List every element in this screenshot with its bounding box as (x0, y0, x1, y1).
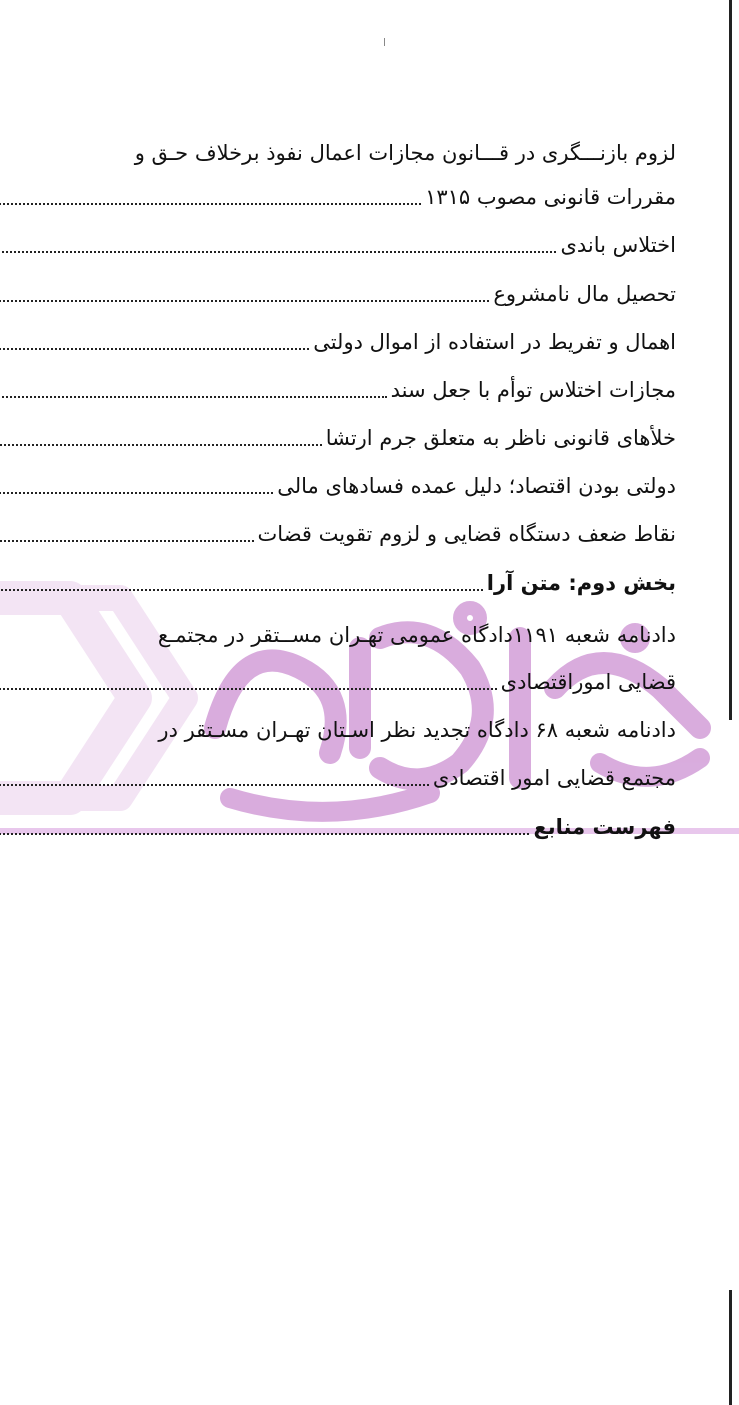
toc-section-entry[interactable] (0, 563, 676, 603)
dot-leader (0, 251, 556, 253)
toc-entry[interactable] (0, 177, 676, 217)
toc-entry[interactable] (0, 662, 676, 702)
toc-entry-title: دادنامه شعبه ۱۱۹۱دادگاه عمومی تهـران مســتقر در مجتمـع (157, 623, 676, 647)
toc-entry-title: نقاط ضعف دستگاه قضایی و لزوم تقویت قضات (257, 522, 676, 546)
toc-entry-title: قضایی اموراقتصادی (500, 670, 676, 694)
toc-entry-title: مجازات اختلاس توأم با جعل سند (390, 378, 676, 402)
toc-entry-title: مقررات قانونی مصوب ۱۳۱۵ (425, 185, 676, 209)
toc-entry-title: اهمال و تفریط در استفاده از اموال دولتی (313, 330, 676, 354)
toc-entry-title: دولتی بودن اقتصاد؛ دلیل عمده فسادهای مالی (277, 474, 676, 498)
toc-entry[interactable] (0, 418, 676, 458)
dot-leader (0, 203, 421, 205)
toc-entry[interactable] (0, 710, 676, 750)
toc-entry-title: خلأهای قانونی ناظر به متعلق جرم ارتشا (325, 426, 676, 450)
dot-leader (0, 300, 489, 302)
toc-entry[interactable] (0, 370, 676, 410)
dot-leader (0, 444, 322, 446)
toc-entry-title: مجتمع قضایی امور اقتصادی (432, 766, 676, 790)
toc-entry[interactable] (0, 225, 676, 265)
toc-entry[interactable] (0, 274, 676, 314)
toc-entry-title: لزوم بازنـــگری در قـــانون مجازات اعمال نفوذ برخلاف حـق و (134, 141, 676, 165)
dot-leader (0, 492, 273, 494)
toc-entry-title: اختلاس باندی (560, 233, 676, 257)
dot-leader (0, 348, 309, 350)
toc-entry[interactable] (0, 322, 676, 362)
dot-leader (0, 396, 387, 398)
toc-entry[interactable] (0, 514, 676, 554)
toc-entry[interactable] (0, 615, 676, 655)
toc-entry[interactable] (0, 758, 676, 798)
toc-entry-title: دادنامه شعبه ۶۸ دادگاه تجدید نظر اسـتان تهـران مسـتقر در (158, 718, 676, 742)
toc-entry[interactable] (0, 133, 676, 173)
toc-entry[interactable] (0, 466, 676, 506)
dot-leader (0, 688, 497, 690)
toc-section-entry[interactable] (0, 807, 676, 847)
toc-entry-title: تحصیل مال نامشروع (493, 282, 676, 306)
dot-leader (0, 540, 254, 542)
dot-leader (0, 784, 429, 786)
toc-section-title: بخش دوم: متن آرا (486, 571, 676, 595)
dot-leader (0, 833, 529, 835)
toc-section-title: فهرست منابع (533, 815, 676, 839)
dot-leader (0, 589, 483, 591)
